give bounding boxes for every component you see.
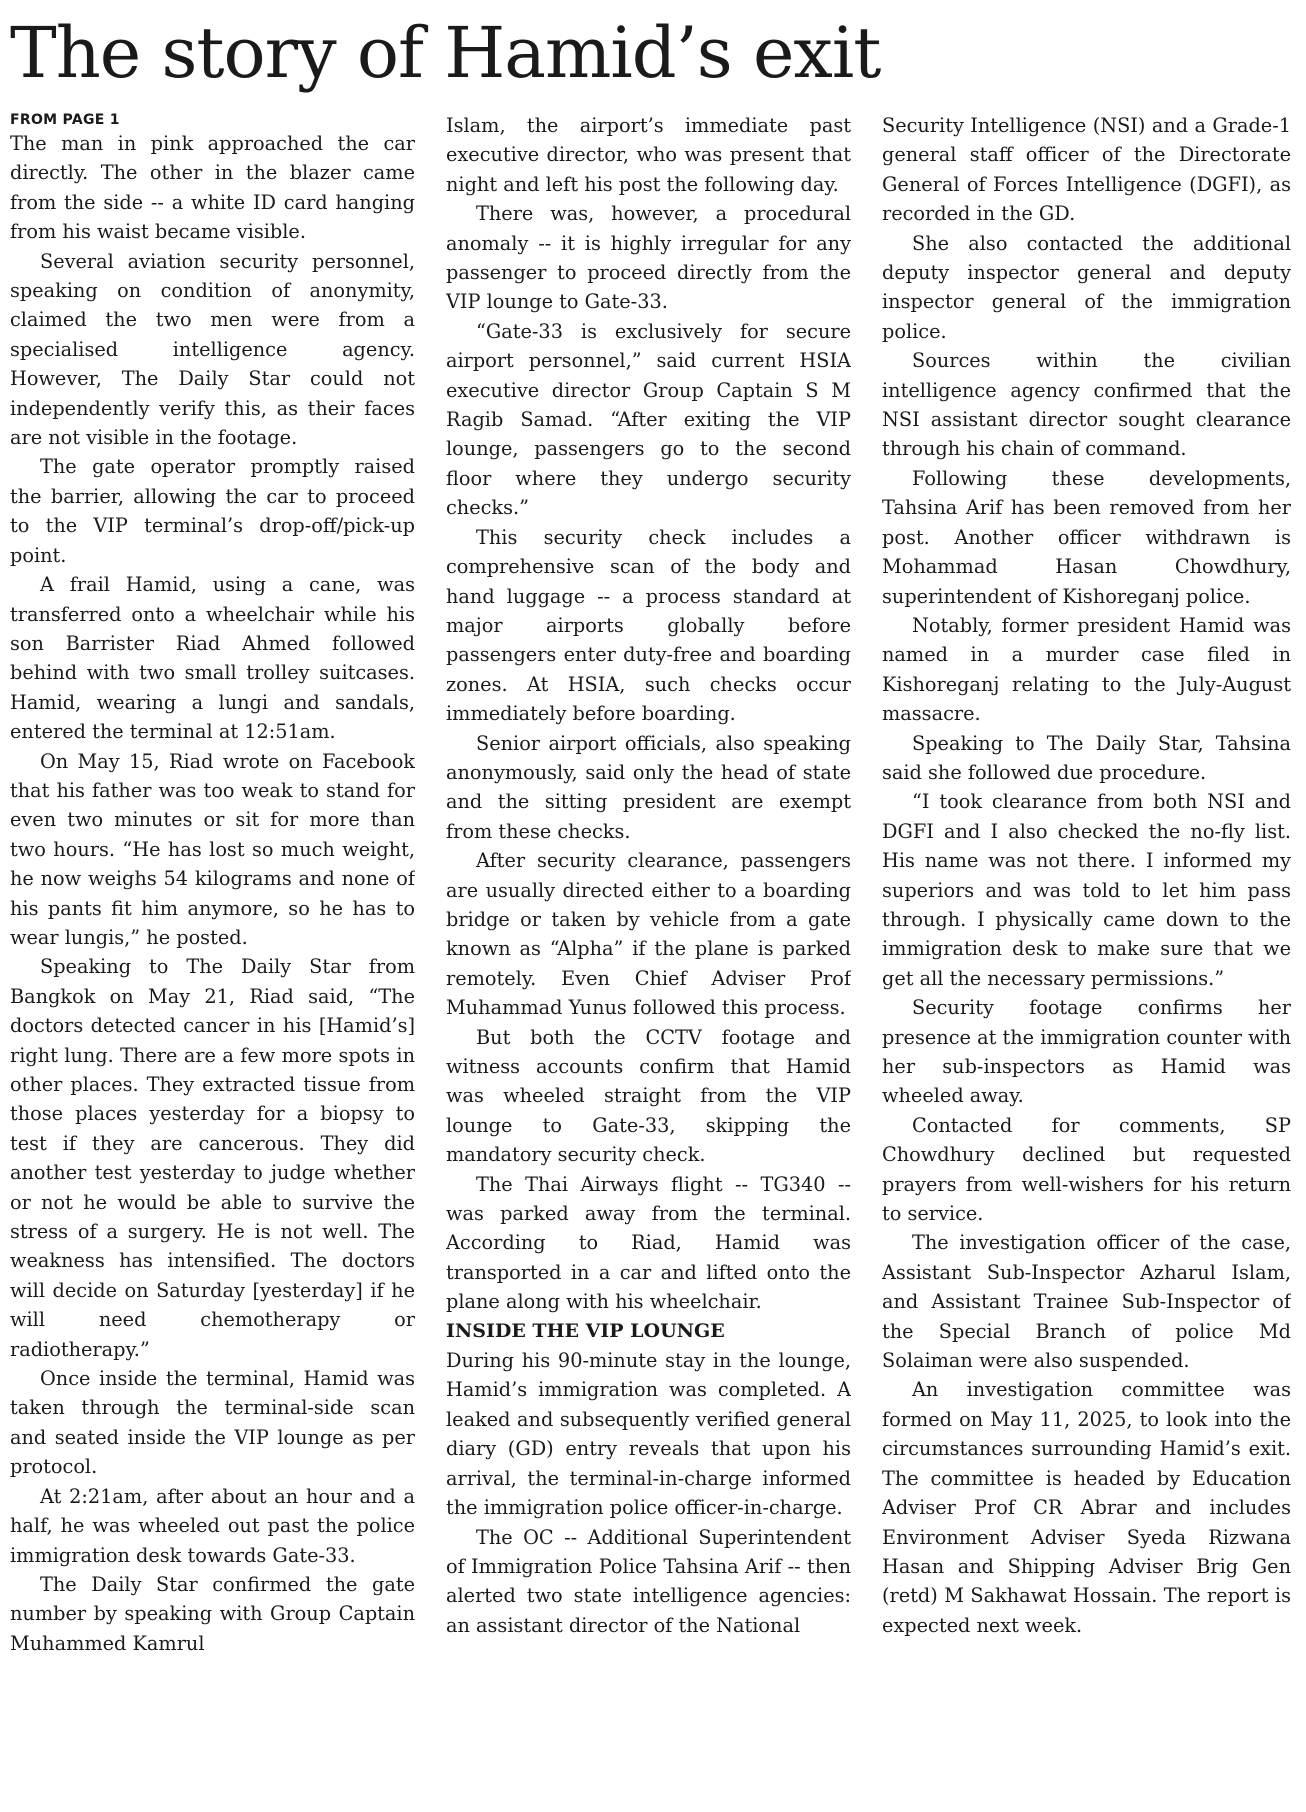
paragraph: This security check includes a comprehensive scan of the body and hand luggage -- a process standard at major airports globally before passengers enter duty-free and boarding zones. At HSIA, such checks occur immediately before boarding. [446, 525, 851, 726]
paragraph: At 2:21am, after about an hour and a half, he was wheeled out past the police immigration desk towards Gate-33. [10, 1484, 415, 1567]
paragraph: “I took clearance from both NSI and DGFI and I also checked the no-fly list. His name was not there. I informed my superiors and was told to let him pass through. I physically came down to the immigration desk to make sure that we get all the necessary permissions.” [882, 790, 1291, 990]
column-3 [882, 111, 1291, 1811]
paragraph: During his 90-minute stay in the lounge, Hamid’s immigration was completed. A leaked and subsequently verified general diary (GD) entry reveals that upon his arrival, the terminal-in-charge informed the immigration police officer-in-charge. [446, 1349, 851, 1520]
paragraph: There was, however, a procedural anomaly -- it is highly irregular for any passenger to proceed directly from the VIP lounge to Gate-33. [446, 202, 851, 314]
paragraph: Security footage confirms her presence at the immigration counter with her sub-inspectors as Hamid was wheeled away. [882, 996, 1291, 1108]
paragraph: The Daily Star confirmed the gate number by speaking with Group Captain Muhammed Kamrul [10, 1572, 415, 1655]
paragraph: Security Intelligence (NSI) and a Grade-1 general staff officer of the Directorate General of Forces Intelligence (DGFI), as recorded in the GD. [882, 114, 1291, 226]
paragraph: She also contacted the additional deputy inspector general and deputy inspector general of the immigration police. [882, 231, 1291, 343]
paragraph: The gate operator promptly raised the barrier, allowing the car to proceed to the VIP terminal’s drop-off/pick-up point. [10, 455, 415, 567]
paragraph: After security clearance, passengers are usually directed either to a boarding bridge or taken by vehicle from a gate known as “Alpha” if the plane is parked remotely. Even Chief Adviser Prof Muhammad Yunus followed this process. [446, 849, 851, 1020]
paragraph: Once inside the terminal, Hamid was taken through the terminal-side scan and seated inside the VIP lounge as per protocol. [10, 1367, 415, 1479]
column-2 [446, 111, 851, 1811]
paragraph: The man in pink approached the car directly. The other in the blazer came from the side -- a white ID card hanging from his waist became visible. [10, 132, 415, 244]
paragraph: Notably, former president Hamid was named in a murder case filed in Kishoreganj relating to the July-August massacre. [882, 613, 1291, 726]
paragraph: Islam, the airport’s immediate past executive director, who was present that night and left his post the following day. [446, 114, 851, 196]
headline: The story of Hamid’s exit [10, 12, 881, 94]
paragraph: On May 15, Riad wrote on Facebook that his father was too weak to stand for even two minutes or sit for more than two hours. “He has lost so much weight, he now weighs 54 kilograms and none of his pants fit him anymore, so he has to wear lungis,” he posted. [10, 749, 415, 949]
subhead: INSIDE THE VIP LOUNGE [446, 1319, 725, 1342]
paragraph: A frail Hamid, using a cane, was transferred onto a wheelchair while his son Barrister Riad Ahmed followed behind with two small trolley suitcases. Hamid, wearing a lungi and sandals, entered the terminal at 12:51am. [10, 573, 415, 744]
paragraph: Contacted for comments, SP Chowdhury declined but requested prayers from well-wishers for his return to service. [882, 1113, 1291, 1226]
paragraph: “Gate-33 is exclusively for secure airport personnel,” said current HSIA executive director Group Captain S M Ragib Samad. “After exiting the VIP lounge, passengers go to the second floor where they undergo security checks.” [446, 319, 851, 520]
kicker: FROM PAGE 1 [10, 112, 120, 128]
paragraph: Following these developments, Tahsina Arif has been removed from her post. Another officer withdrawn is Mohammad Hasan Chowdhury, superintendent of Kishoreganj police. [882, 466, 1291, 608]
paragraph: The investigation officer of the case, Assistant Sub-Inspector Azharul Islam, and Assistant Trainee Sub-Inspector of the Special Branch of police Md Solaiman were also suspended. [882, 1231, 1291, 1373]
paragraph: But both the CCTV footage and witness accounts confirm that Hamid was wheeled straight from the VIP lounge to Gate-33, skipping the mandatory security check. [446, 1025, 851, 1167]
paragraph: Speaking to The Daily Star from Bangkok on May 21, Riad said, “The doctors detected cancer in his [Hamid’s] right lung. There are a few more spots in other places. They extracted tissue from those places yesterday for a biopsy to test if they are cancerous. They did another test yesterday to judge whether or not he would be able to survive the stress of a surgery. He is not well. The weakness has intensified. The doctors will decide on Saturday [yesterday] if he will need chemotherapy or radiotherapy.” [10, 955, 415, 1361]
paragraph: The OC -- Additional Superintendent of Immigration Police Tahsina Arif -- then alerted two state intelligence agencies: an assistant director of the National [446, 1525, 851, 1637]
paragraph: Senior airport officials, also speaking anonymously, said only the head of state and the sitting president are exempt from these checks. [446, 731, 851, 843]
paragraph: An investigation committee was formed on May 11, 2025, to look into the circumstances surrounding Hamid’s exit. The committee is headed by Education Adviser Prof CR Abrar and includes Environment Adviser Syeda Rizwana Hasan and Shipping Adviser Brig Gen (retd) M Sakhawat Hossain. The report is expected next week. [882, 1378, 1291, 1637]
column-1 [10, 111, 415, 1811]
paragraph: The Thai Airways flight -- TG340 -- was parked away from the terminal. According to Riad, Hamid was transported in a car and lifted onto the plane along with his wheelchair. [446, 1172, 851, 1314]
paragraph: Speaking to The Daily Star, Tahsina said she followed due procedure. [882, 731, 1291, 784]
paragraph: Several aviation security personnel, speaking on condition of anonymity, claimed the two men were from a specialised intelligence agency. However, The Daily Star could not independently verify this, as their faces are not visible in the footage. [10, 249, 415, 450]
paragraph: Sources within the civilian intelligence agency confirmed that the NSI assistant director sought clearance through his chain of command. [882, 349, 1291, 461]
